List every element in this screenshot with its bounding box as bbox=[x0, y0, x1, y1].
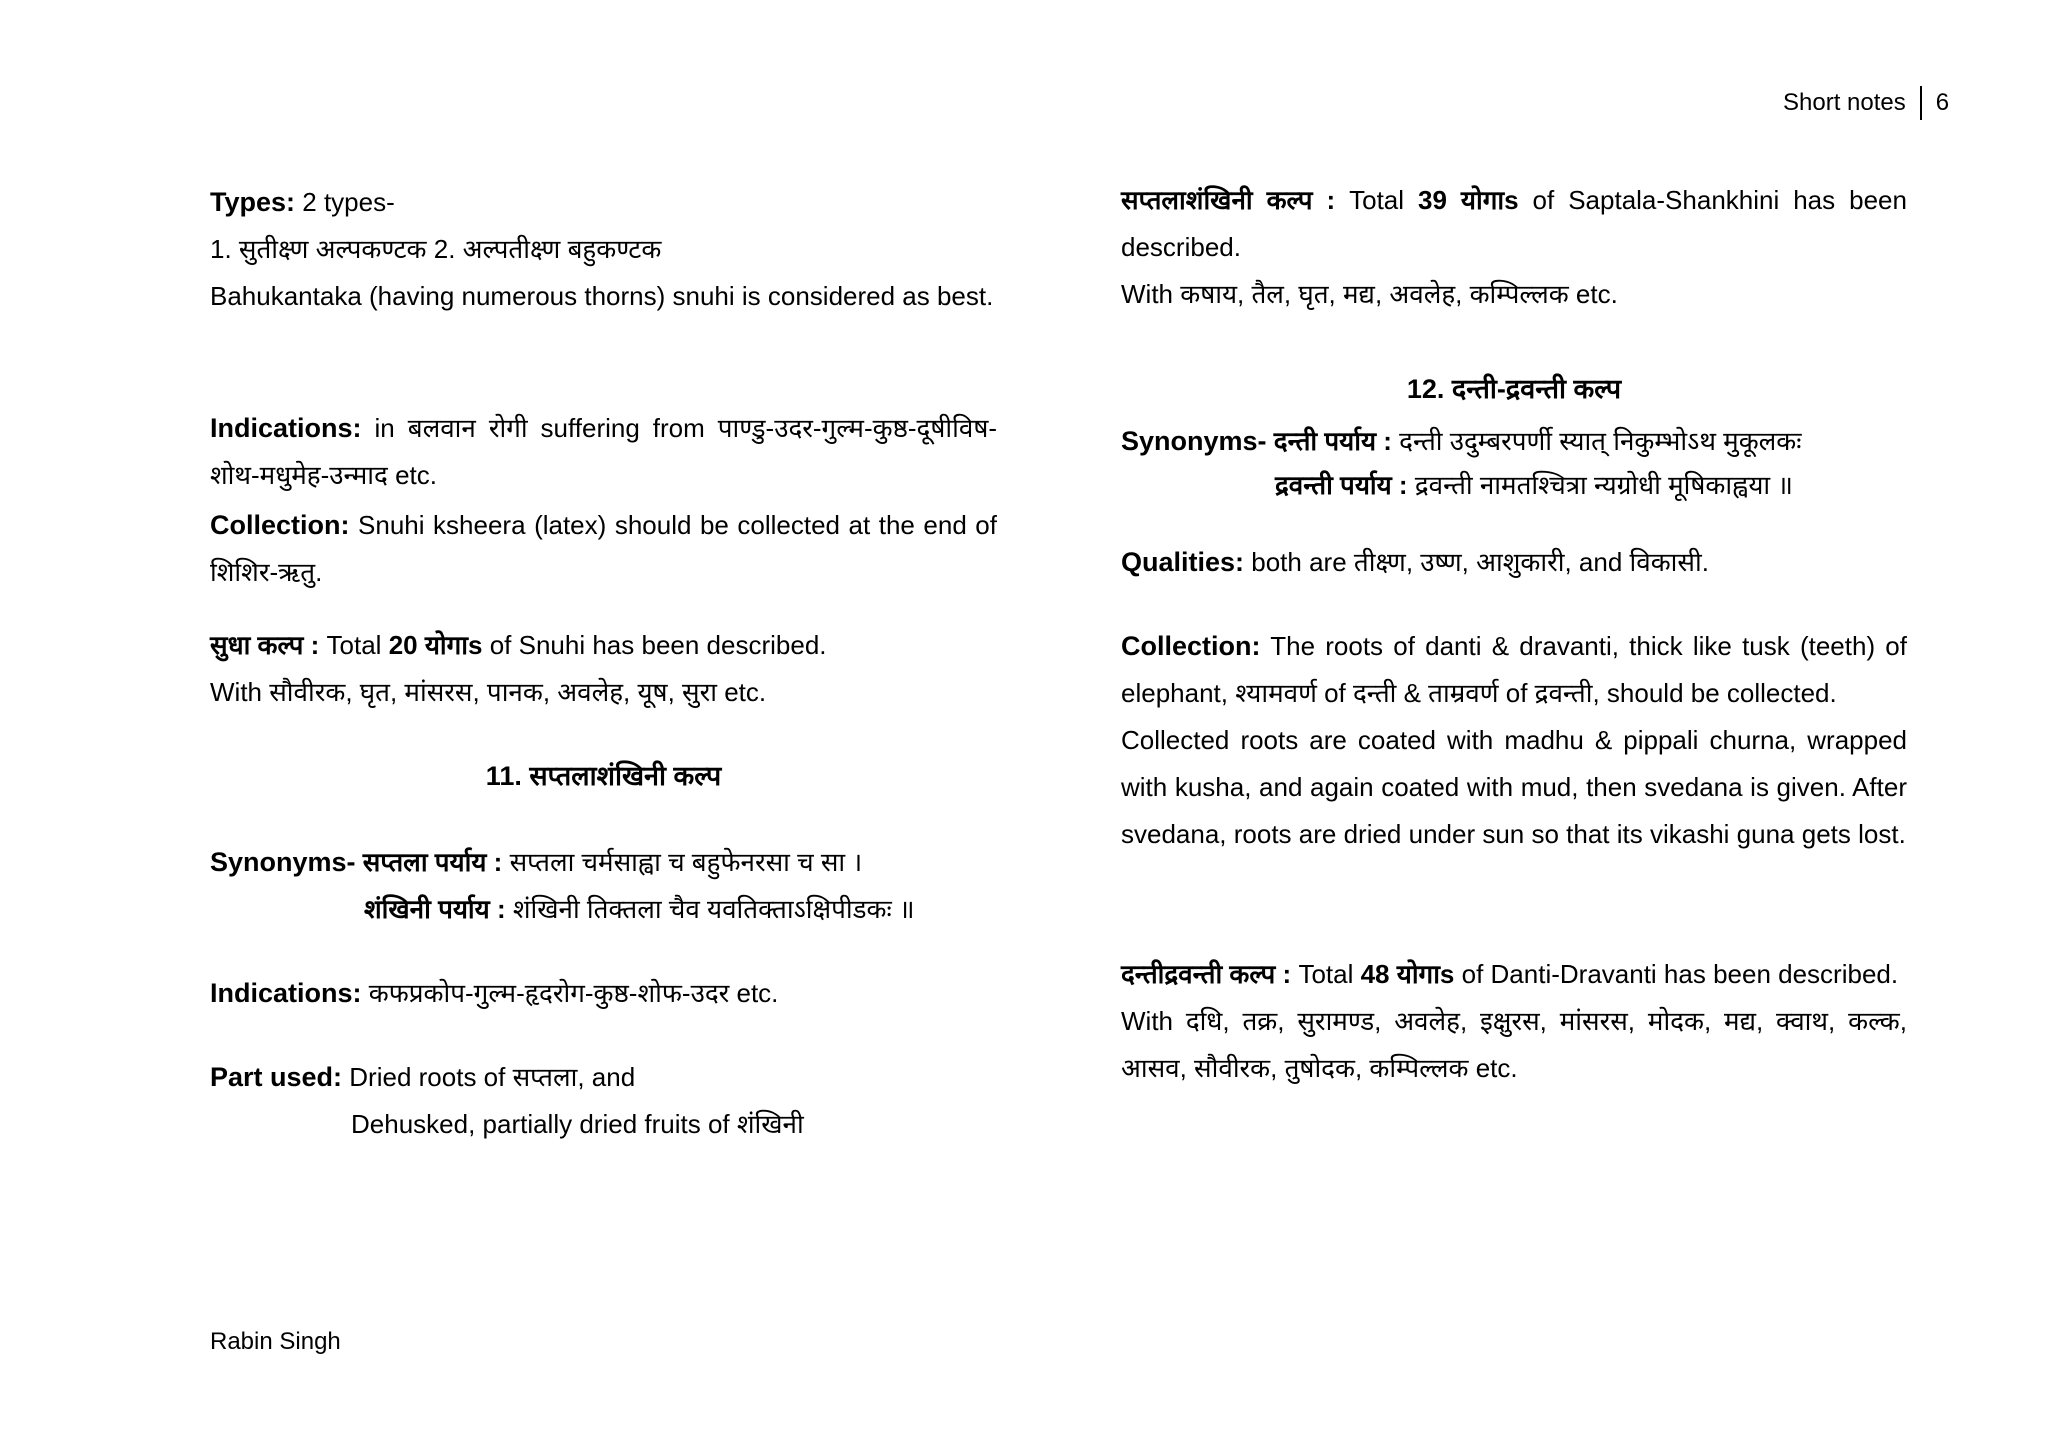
indications-label: Indications: bbox=[210, 413, 362, 443]
qualities-label: Qualities: bbox=[1121, 547, 1245, 577]
danti-kalpa-with-paragraph: With दधि, तक्र, सुरामण्ड, अवलेह, इक्षुरस, मांसरस, मोदक, मद्य, क्वाथ, कल्क, आसव, सौवीरक, तुषोदक, कम्पिल्लक etc. bbox=[1121, 1006, 1907, 1083]
danti-kalpa-section bbox=[1121, 951, 1907, 1092]
synonyms-term-2: द्रवन्ती पर्याय : bbox=[1275, 470, 1408, 500]
page-number: 6 bbox=[1935, 89, 1950, 116]
part-used-line-2: Dehusked, partially dried fruits of शंखिनी bbox=[351, 1109, 804, 1139]
header-divider bbox=[1920, 86, 1922, 120]
header-title: Short notes bbox=[1783, 89, 1906, 116]
collection-paragraph bbox=[1121, 623, 1907, 717]
synonyms-text-1: सप्तला चर्मसाह्वा च बहुफेनरसा च सा । bbox=[509, 847, 863, 877]
collection-text: Snuhi ksheera (latex) should be collected at the end of शिशिर-ऋतु. bbox=[210, 510, 997, 587]
saptala-kalpa-text-after: of Saptala-Shankhini has been described. bbox=[1121, 185, 1907, 262]
saptala-kalpa-count: 39 योगाs bbox=[1418, 185, 1519, 215]
saptala-kalpa-text-before: Total bbox=[1349, 185, 1405, 215]
synonyms-label: Synonyms- bbox=[1121, 426, 1267, 456]
part-used-label: Part used: bbox=[210, 1062, 343, 1092]
indications-text: कफप्रकोप-गुल्म-हृदरोग-कुष्ठ-शोफ-उदर etc. bbox=[368, 978, 779, 1008]
part-used-text-1: Dried roots of सप्तला, and bbox=[349, 1062, 636, 1092]
section-11-synonyms bbox=[210, 839, 997, 933]
sudha-kalpa-count: 20 योगाs bbox=[388, 630, 483, 660]
types-section bbox=[210, 179, 997, 320]
indications-label: Indications: bbox=[210, 978, 362, 1008]
collection-text: The roots of danti & dravanti, thick like tusk (teeth) of elephant, श्यामवर्ण of दन्ती & ताम्रवर्ण of द्रवन्ती, should be collected. bbox=[1121, 631, 1907, 708]
types-label: Types: bbox=[210, 187, 296, 217]
synonyms-text-1: दन्ती उदुम्बरपर्णी स्यात् निकुम्भोऽथ मुकूलकः bbox=[1399, 426, 1802, 456]
synonyms-line-1 bbox=[1121, 419, 1907, 463]
sudha-kalpa-label: सुधा कल्प : bbox=[210, 630, 320, 660]
saptala-kalpa-paragraph bbox=[1121, 177, 1907, 271]
section-12-synonyms bbox=[1121, 419, 1907, 507]
danti-kalpa-count: 48 योगाs bbox=[1360, 959, 1455, 989]
saptala-kalpa-label: सप्तलाशंखिनी कल्प : bbox=[1121, 185, 1336, 215]
collection-label: Collection: bbox=[1121, 631, 1261, 661]
part-used-line-1 bbox=[210, 1054, 997, 1101]
section-11-heading: 11. सप्तलाशंखिनी कल्प bbox=[485, 761, 722, 791]
danti-kalpa-label: दन्तीद्रवन्ती कल्प : bbox=[1121, 959, 1292, 989]
synonyms-line-2 bbox=[210, 886, 997, 933]
danti-kalpa-text-after: of Danti-Dravanti has been described. bbox=[1461, 959, 1899, 989]
synonyms-term-2: शंखिनी पर्याय : bbox=[364, 894, 506, 924]
sudha-kalpa-section bbox=[210, 622, 997, 716]
saptala-kalpa-with-line: With कषाय, तैल, घृत, मद्य, अवलेह, कम्पिल्लक etc. bbox=[1121, 279, 1618, 309]
saptala-kalpa-section bbox=[1121, 177, 1907, 318]
section-11-indications bbox=[210, 970, 997, 1017]
collection-process-paragraph: Collected roots are coated with madhu & pippali churna, wrapped with kusha, and again coated with mud, then svedana is given. After svedana, roots are dried under sun so that its vikashi guna gets lost. bbox=[1121, 725, 1907, 849]
indications-paragraph bbox=[210, 405, 997, 499]
footer-author: Rabin Singh bbox=[210, 1328, 341, 1355]
types-list: 1. सुतीक्ष्ण अल्पकण्टक 2. अल्पतीक्ष्ण बहुकण्टक bbox=[210, 234, 662, 264]
synonyms-line-2 bbox=[1121, 463, 1907, 507]
synonyms-text-2: शंखिनी तिक्तला चैव यवतिक्ताऽक्षिपीडकः ॥ bbox=[512, 894, 915, 924]
sudha-kalpa-with-line: With सौवीरक, घृत, मांसरस, पानक, अवलेह, यूष, सुरा etc. bbox=[210, 677, 767, 707]
section-11-part-used bbox=[210, 1054, 997, 1148]
collection-paragraph bbox=[210, 502, 997, 596]
qualities-text: both are तीक्ष्ण, उष्ण, आशुकारी, and विकासी. bbox=[1251, 547, 1709, 577]
danti-kalpa-text-before: Total bbox=[1298, 959, 1354, 989]
synonyms-text-2: द्रवन्ती नामतश्चित्रा न्यग्रोधी मूषिकाह्वया ॥ bbox=[1414, 470, 1793, 500]
types-line bbox=[210, 179, 997, 226]
sudha-kalpa-text-before: Total bbox=[326, 630, 382, 660]
collection-label: Collection: bbox=[210, 510, 350, 540]
section-12-heading: 12. दन्ती-द्रवन्ती कल्प bbox=[1406, 374, 1622, 404]
synonyms-label: Synonyms- bbox=[210, 847, 356, 877]
sudha-kalpa-text-after: of Snuhi has been described. bbox=[489, 630, 827, 660]
danti-kalpa-paragraph bbox=[1121, 951, 1907, 998]
qualities-paragraph bbox=[1121, 539, 1907, 586]
page-header bbox=[1783, 86, 1949, 120]
indications-text: in बलवान रोगी suffering from पाण्डु-उदर-गुल्म-कुष्ठ-दूषीविष-शोथ-मधुमेह-उन्माद etc. bbox=[210, 413, 997, 490]
synonyms-term-1: सप्तला पर्याय : bbox=[362, 847, 503, 877]
types-value: 2 types- bbox=[302, 187, 395, 217]
synonyms-line-1 bbox=[210, 839, 997, 886]
types-note: Bahukantaka (having numerous thorns) snuhi is considered as best. bbox=[210, 281, 994, 311]
sudha-kalpa-line bbox=[210, 622, 997, 669]
synonyms-term-1: दन्ती पर्याय : bbox=[1273, 426, 1392, 456]
section-12-collection bbox=[1121, 623, 1907, 858]
